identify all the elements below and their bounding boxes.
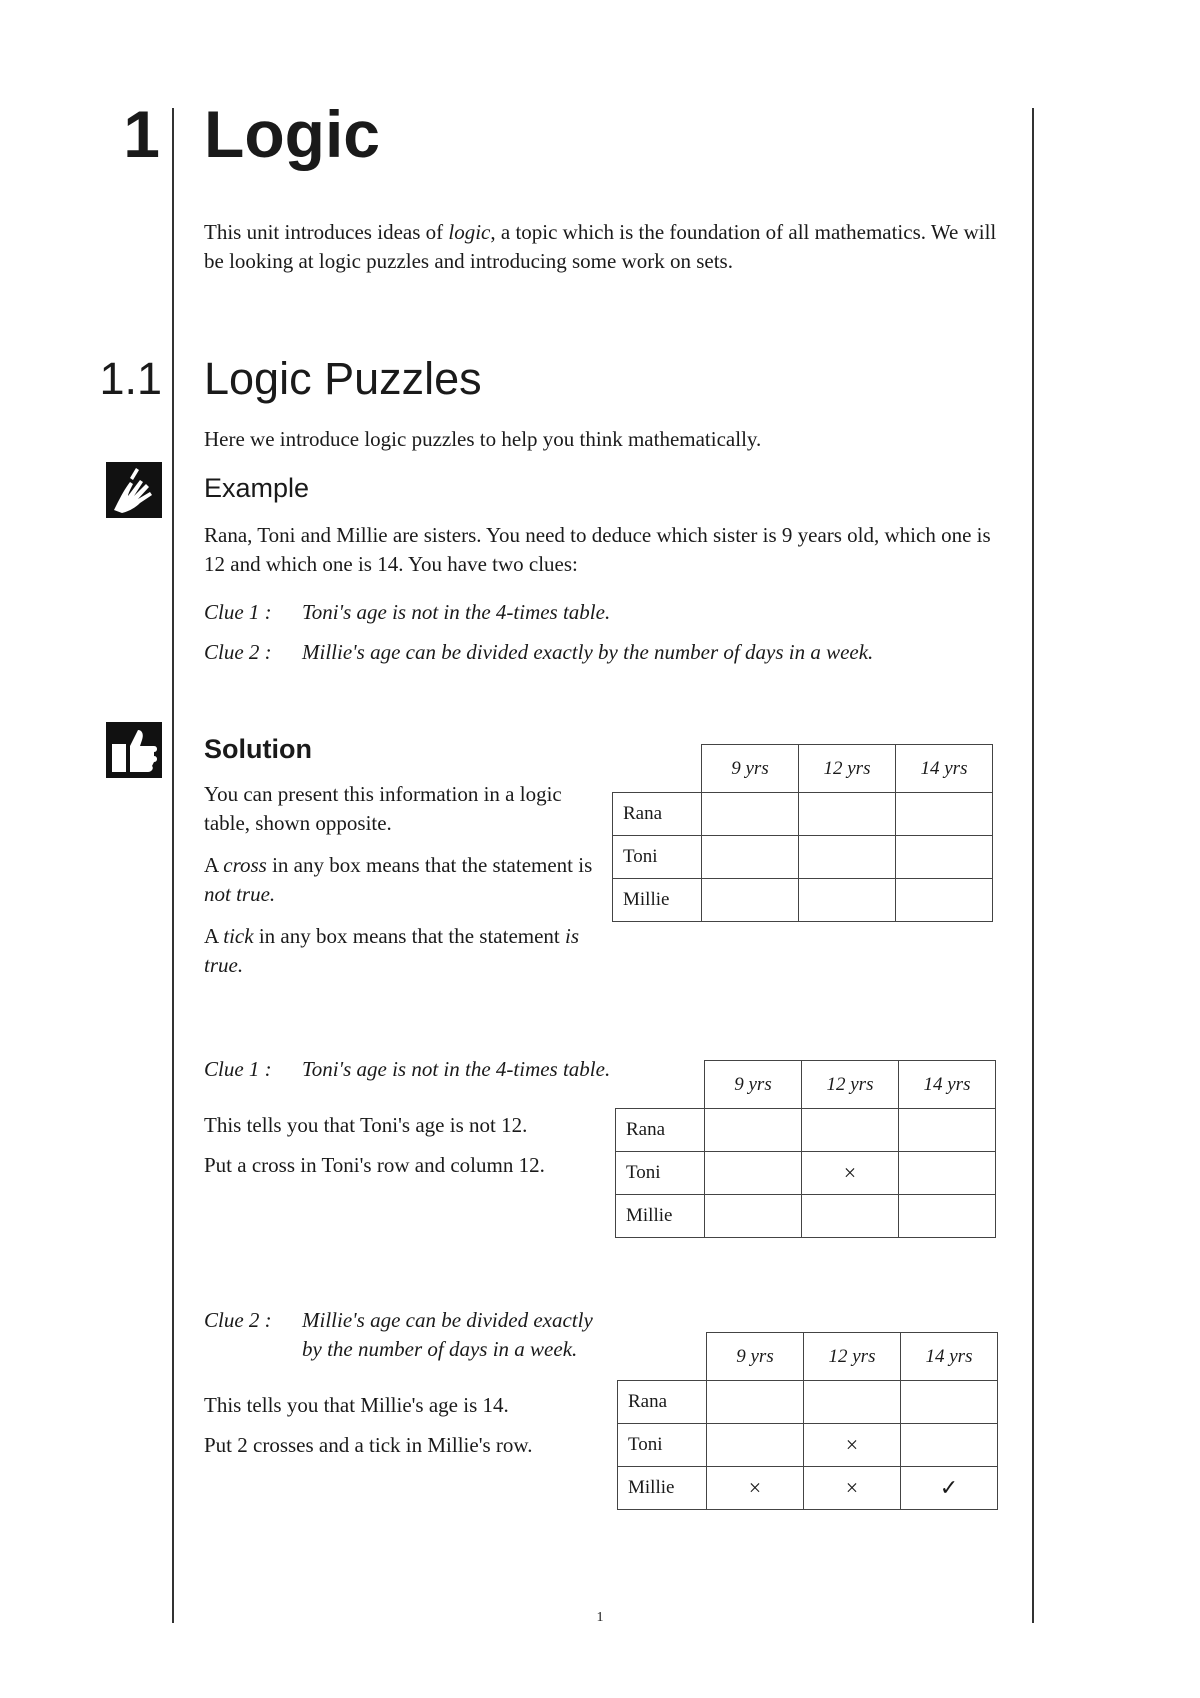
step-1-instruction: Put a cross in Toni's row and column 12.	[204, 1153, 545, 1177]
column-header-14: 14 yrs	[899, 1061, 996, 1109]
row-header-millie: Millie	[616, 1195, 705, 1238]
table-cell	[901, 1424, 998, 1467]
solution-paragraph-tick: A tick in any box means that the statement is true.	[204, 924, 580, 977]
example-heading: Example	[204, 473, 310, 503]
table-cell	[896, 793, 993, 836]
column-header-9: 9 yrs	[702, 745, 799, 793]
column-header-12: 12 yrs	[804, 1333, 901, 1381]
column-header-12: 12 yrs	[802, 1061, 899, 1109]
section-number: 1.1	[99, 353, 162, 404]
table-cell	[804, 1381, 901, 1424]
chapter-number: 1	[123, 97, 160, 171]
table-cell	[802, 1109, 899, 1152]
step-2-deduction: This tells you that Millie's age is 14.	[204, 1393, 509, 1417]
table-cell	[705, 1109, 802, 1152]
row-header-toni: Toni	[613, 836, 702, 879]
table-cell	[901, 1381, 998, 1424]
cross-mark: ×	[707, 1467, 804, 1510]
logic-table-after-clue-2	[617, 1332, 998, 1510]
cross-mark: ×	[804, 1467, 901, 1510]
column-header-14: 14 yrs	[896, 745, 993, 793]
logic-table-after-clue-1	[615, 1060, 996, 1238]
chapter-intro: This unit introduces ideas of logic, a topic which is the foundation of all mathematics. We will be looking at logic puzzles and introducing some work on sets.	[204, 220, 997, 273]
row-header-millie: Millie	[618, 1467, 707, 1510]
table-cell	[702, 879, 799, 922]
row-header-toni: Toni	[618, 1424, 707, 1467]
row-header-millie: Millie	[613, 879, 702, 922]
column-header-9: 9 yrs	[707, 1333, 804, 1381]
row-header-toni: Toni	[616, 1152, 705, 1195]
solution-heading: Solution	[204, 734, 312, 764]
chapter-title: Logic	[204, 97, 380, 171]
logic-table-empty	[612, 744, 993, 922]
table-cell	[899, 1152, 996, 1195]
tick-mark: ✓	[901, 1467, 998, 1510]
cross-mark: ×	[804, 1424, 901, 1467]
table-cell	[799, 836, 896, 879]
table-cell	[899, 1195, 996, 1238]
table-cell	[899, 1109, 996, 1152]
right-margin-rule	[1032, 108, 1034, 1623]
table-cell	[707, 1381, 804, 1424]
solution-paragraph-cross: A cross in any box means that the statement is not true.	[204, 853, 593, 906]
step-1-clue: Clue 1 : Toni's age is not in the 4-times table.	[204, 1057, 611, 1081]
table-cell	[799, 879, 896, 922]
clue-1-statement: Clue 1 : Toni's age is not in the 4-times table.	[204, 600, 611, 624]
thumbs-up-hand-icon	[106, 722, 162, 778]
table-cell	[799, 793, 896, 836]
table-cell	[702, 793, 799, 836]
pointing-hand-icon	[106, 462, 162, 518]
table-cell	[705, 1152, 802, 1195]
step-1-deduction: This tells you that Toni's age is not 12.	[204, 1113, 528, 1137]
step-2-instruction: Put 2 crosses and a tick in Millie's row.	[204, 1433, 533, 1457]
example-text: Rana, Toni and Millie are sisters. You need to deduce which sister is 9 years old, which one is 12 and which one is 14. You have two clues:	[204, 523, 991, 576]
row-header-rana: Rana	[613, 793, 702, 836]
table-cell	[802, 1195, 899, 1238]
section-intro: Here we introduce logic puzzles to help you think mathematically.	[204, 427, 762, 451]
page-number: 1	[596, 1610, 604, 1625]
table-cell	[702, 836, 799, 879]
solution-explanation	[204, 780, 594, 993]
table-cell	[707, 1424, 804, 1467]
column-header-14: 14 yrs	[901, 1333, 998, 1381]
table-cell	[896, 879, 993, 922]
left-margin-rule	[172, 108, 174, 1623]
section-title: Logic Puzzles	[204, 353, 482, 404]
clue-2-statement: Clue 2 : Millie's age can be divided exactly by the number of days in a week.	[204, 640, 874, 664]
cross-mark: ×	[802, 1152, 899, 1195]
row-header-rana: Rana	[618, 1381, 707, 1424]
row-header-rana: Rana	[616, 1109, 705, 1152]
step-2-clue: Clue 2 : Millie's age can be divided exactly by the number of days in a week.	[204, 1308, 593, 1361]
column-header-12: 12 yrs	[799, 745, 896, 793]
table-cell	[896, 836, 993, 879]
solution-paragraph-1: You can present this information in a logic table, shown opposite.	[204, 782, 562, 835]
table-cell	[705, 1195, 802, 1238]
column-header-9: 9 yrs	[705, 1061, 802, 1109]
